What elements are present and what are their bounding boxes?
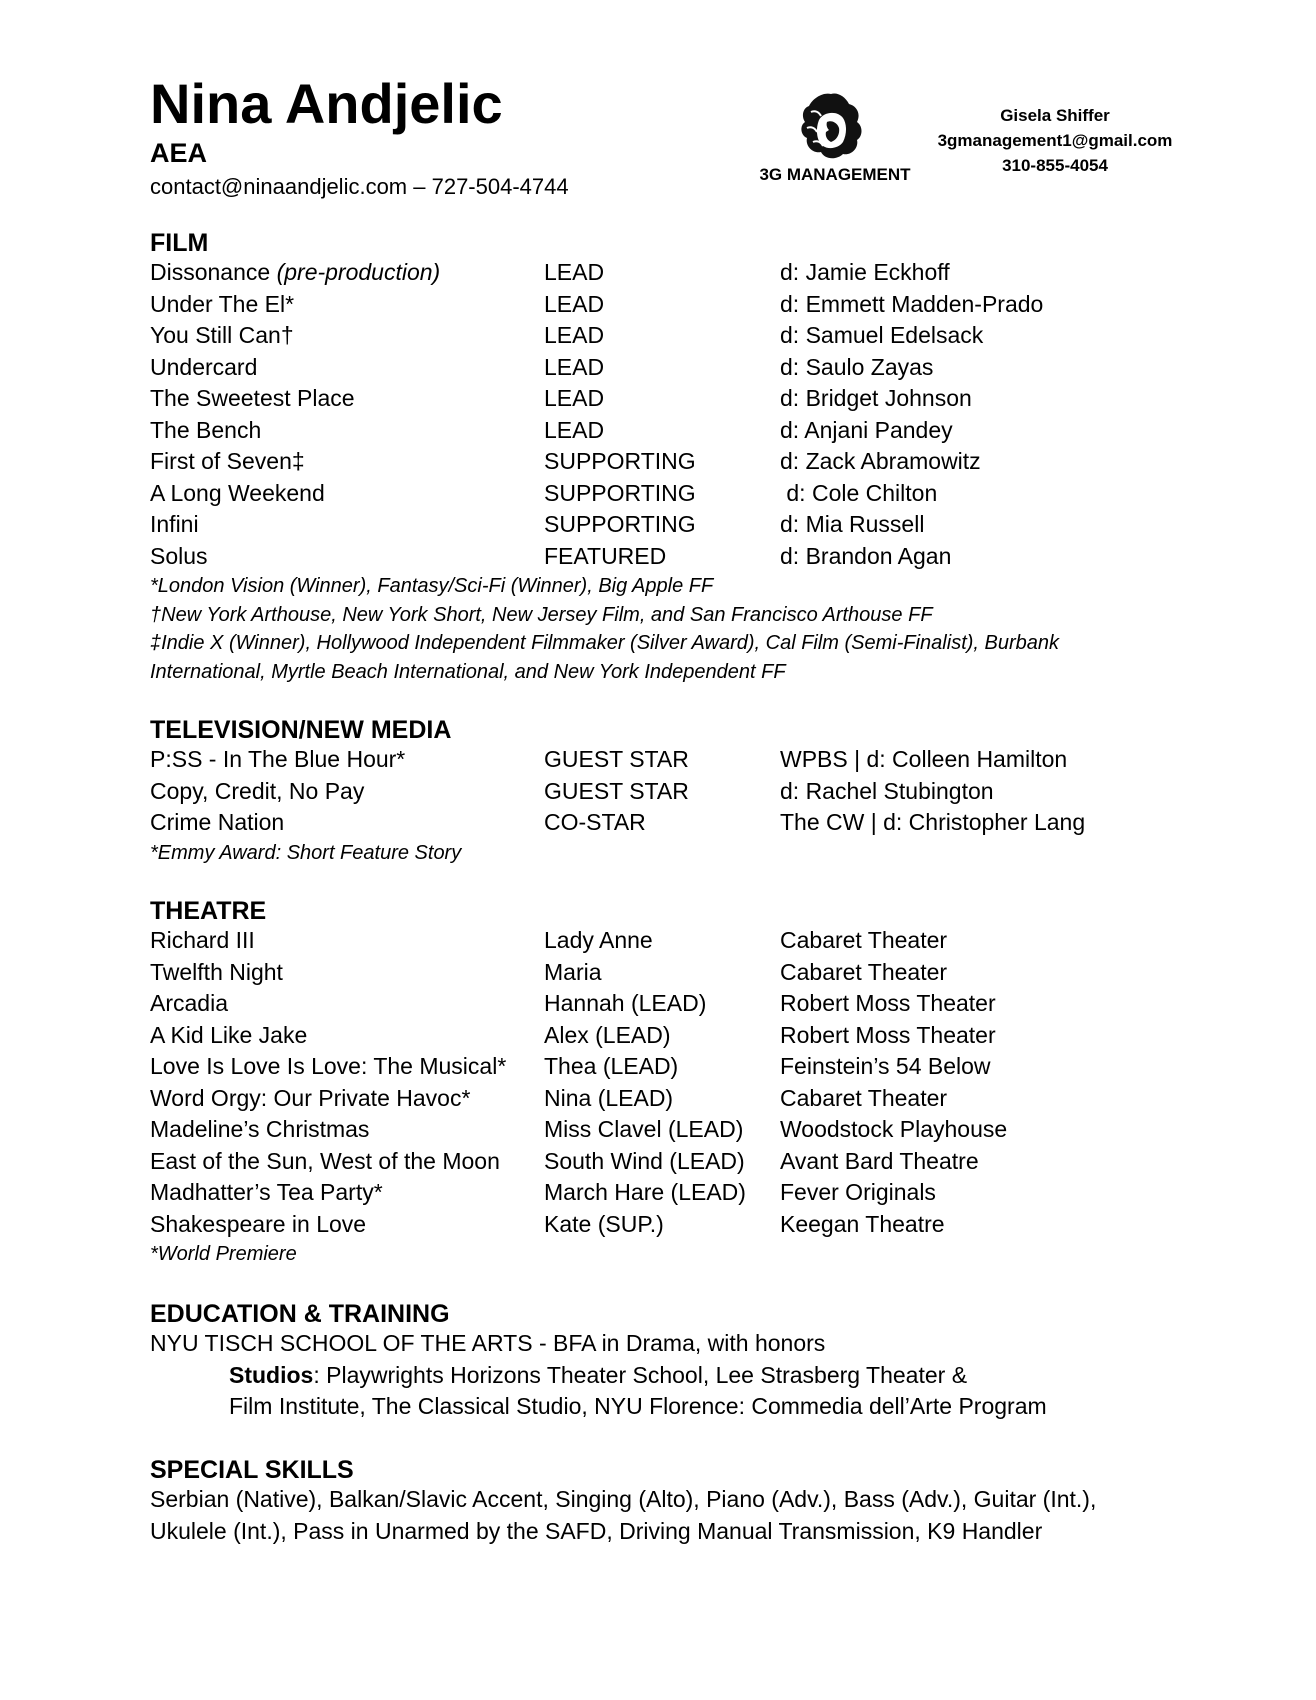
contact-line: contact@ninaandjelic.com – 727-504-4744	[150, 174, 569, 199]
credit-title: The Bench	[150, 416, 262, 443]
credit-director: d: Emmett Madden-Prado	[780, 290, 1044, 317]
credit-venue: Cabaret Theater	[780, 927, 948, 953]
credit-row	[150, 1083, 1250, 1115]
credit-title: A Long Weekend	[150, 479, 325, 506]
logo-wordmark: 3G MANAGEMENT	[759, 165, 911, 184]
credit-title: P:SS - In The Blue Hour*	[150, 746, 406, 772]
credit-venue: Fever Originals	[780, 1179, 936, 1205]
credit-row	[150, 383, 1250, 415]
union-affiliation: AEA	[150, 138, 208, 168]
credit-row	[150, 957, 1250, 989]
tv-heading: TELEVISION/NEW MEDIA	[150, 716, 452, 744]
credit-row	[150, 1051, 1250, 1083]
credit-title: Shakespeare in Love	[150, 1210, 367, 1237]
credit-role: Lady Anne	[544, 927, 653, 953]
credit-title: Love Is Love Is Love: The Musical*	[150, 1053, 507, 1079]
credit-row	[150, 1146, 1250, 1178]
credit-title: First of Seven‡	[150, 448, 305, 474]
credit-director: The CW | d: Christopher Lang	[780, 809, 1086, 835]
theatre-note: *World Premiere	[150, 1243, 297, 1265]
credit-director: d: Mia Russell	[780, 511, 925, 537]
credit-venue: Robert Moss Theater	[780, 990, 996, 1016]
credit-role: LEAD	[544, 259, 605, 285]
film-section	[150, 229, 1250, 686]
credit-venue: Cabaret Theater	[780, 958, 948, 985]
education-studios-cont: Film Institute, The Classical Studio, NYU Florence: Commedia dell’Arte Program	[229, 1393, 1047, 1419]
credit-role: Miss Clavel (LEAD)	[544, 1116, 744, 1142]
skills-line: Serbian (Native), Balkan/Slavic Accent, Singing (Alto), Piano (Adv.), Bass (Adv.), Guitar (Int.),	[150, 1486, 1097, 1512]
credit-title: A Kid Like Jake	[150, 1021, 308, 1048]
credit-role: GUEST STAR	[544, 777, 689, 804]
credit-title: Solus	[150, 542, 208, 569]
credit-role: LEAD	[544, 385, 605, 411]
film-note: *London Vision (Winner), Fantasy/Sci-Fi (Winner), Big Apple FF	[150, 575, 714, 597]
credit-title: East of the Sun, West of the Moon	[150, 1147, 500, 1174]
credit-title: Madeline’s Christmas	[150, 1116, 370, 1142]
credit-venue: Keegan Theatre	[780, 1210, 945, 1237]
credit-title: Arcadia	[150, 990, 228, 1016]
credit-row	[150, 988, 1250, 1020]
credit-role: SUPPORTING	[544, 479, 696, 506]
film-credits	[150, 257, 1250, 572]
credit-director: d: Brandon Agan	[780, 542, 952, 569]
credit-director: d: Cole Chilton	[780, 479, 938, 506]
education-section	[150, 1300, 1250, 1423]
agent-phone: 310-855-4054	[1002, 156, 1108, 175]
credit-role: Kate (SUP.)	[544, 1210, 664, 1237]
theatre-section	[150, 897, 1250, 1269]
credit-venue: Robert Moss Theater	[780, 1021, 996, 1048]
skills-heading: SPECIAL SKILLS	[150, 1456, 354, 1484]
credit-row	[150, 289, 1250, 321]
credit-title: Undercard	[150, 353, 258, 380]
agent-contact	[910, 103, 1200, 178]
credit-row	[150, 415, 1250, 447]
credit-role: March Hare (LEAD)	[544, 1179, 746, 1205]
credit-role: Alex (LEAD)	[544, 1021, 671, 1048]
credit-row	[150, 925, 1250, 957]
credit-director: WPBS | d: Colleen Hamilton	[780, 746, 1068, 772]
credit-role: CO-STAR	[544, 809, 646, 835]
film-note: ‡Indie X (Winner), Hollywood Independent Filmmaker (Silver Award), Cal Film (Semi-Finalist), Burbank	[150, 632, 1060, 654]
actor-name: Nina Andjelic	[150, 72, 503, 135]
credit-role: FEATURED	[544, 542, 667, 569]
film-note: International, Myrtle Beach International, and New York Independent FF	[150, 660, 786, 683]
credit-title: Under The El*	[150, 290, 295, 317]
credit-director: d: Samuel Edelsack	[780, 322, 984, 348]
credit-title: Infini	[150, 511, 199, 537]
credit-row	[150, 1177, 1250, 1209]
credit-row	[150, 1209, 1250, 1241]
credit-row	[150, 446, 1250, 478]
credit-title: Dissonance (pre-production)	[150, 259, 441, 285]
tv-section	[150, 716, 1250, 867]
education-school: NYU TISCH SCHOOL OF THE ARTS - BFA in Drama, with honors	[150, 1330, 826, 1356]
credit-director: d: Saulo Zayas	[780, 353, 934, 380]
film-note: †New York Arthouse, New York Short, New Jersey Film, and San Francisco Arthouse FF	[150, 603, 933, 626]
credit-row	[150, 478, 1250, 510]
credit-director: d: Jamie Eckhoff	[780, 259, 950, 285]
credit-row	[150, 776, 1250, 808]
credit-title: Crime Nation	[150, 809, 285, 835]
credit-director: d: Bridget Johnson	[780, 385, 972, 411]
credit-row	[150, 1020, 1250, 1052]
credit-role: LEAD	[544, 353, 605, 380]
agent-email: 3gmanagement1@gmail.com	[937, 131, 1173, 150]
credit-title: You Still Can†	[150, 322, 294, 348]
education-studios: Studios: Playwrights Horizons Theater School, Lee Strasberg Theater &	[229, 1361, 968, 1388]
credit-role: Hannah (LEAD)	[544, 990, 707, 1016]
credit-title: Word Orgy: Our Private Havoc*	[150, 1084, 471, 1111]
credit-role: GUEST STAR	[544, 746, 689, 772]
credit-role: LEAD	[544, 322, 605, 348]
lion-head-icon	[793, 90, 869, 164]
credit-title: Richard III	[150, 927, 255, 953]
credit-director: d: Zack Abramowitz	[780, 448, 981, 474]
credit-title: Copy, Credit, No Pay	[150, 777, 365, 804]
credit-row	[150, 320, 1250, 352]
credit-venue: Avant Bard Theatre	[780, 1147, 979, 1174]
education-heading: EDUCATION & TRAINING	[150, 1300, 450, 1328]
credit-role: Maria	[544, 958, 602, 985]
credit-row	[150, 257, 1250, 289]
credit-role: LEAD	[544, 416, 605, 443]
credit-role: South Wind (LEAD)	[544, 1147, 745, 1174]
credit-director: d: Anjani Pandey	[780, 416, 953, 443]
theatre-heading: THEATRE	[150, 897, 267, 925]
skills-section	[150, 1456, 1250, 1547]
credit-row	[150, 1114, 1250, 1146]
tv-note: *Emmy Award: Short Feature Story	[150, 841, 462, 864]
agent-name: Gisela Shiffer	[1000, 106, 1110, 125]
film-heading: FILM	[150, 229, 209, 257]
credit-role: Nina (LEAD)	[544, 1084, 674, 1111]
management-logo	[745, 90, 925, 190]
credit-role: LEAD	[544, 290, 605, 317]
skills-line: Ukulele (Int.), Pass in Unarmed by the SAFD, Driving Manual Transmission, K9 Handler	[150, 1517, 1043, 1544]
credit-venue: Feinstein’s 54 Below	[780, 1053, 991, 1079]
credit-row	[150, 509, 1250, 541]
credit-row	[150, 352, 1250, 384]
credit-role: Thea (LEAD)	[544, 1053, 679, 1079]
credit-title: Madhatter’s Tea Party*	[150, 1179, 383, 1205]
credit-row	[150, 744, 1250, 776]
studios-label: Studios	[229, 1361, 314, 1388]
credit-row	[150, 541, 1250, 573]
credit-title: The Sweetest Place	[150, 385, 355, 411]
credit-venue: Cabaret Theater	[780, 1084, 948, 1111]
credit-row	[150, 807, 1250, 839]
credit-role: SUPPORTING	[544, 511, 696, 537]
credit-title: Twelfth Night	[150, 958, 283, 985]
credit-role: SUPPORTING	[544, 448, 696, 474]
credit-venue: Woodstock Playhouse	[780, 1116, 1008, 1142]
credit-director: d: Rachel Stubington	[780, 777, 994, 804]
